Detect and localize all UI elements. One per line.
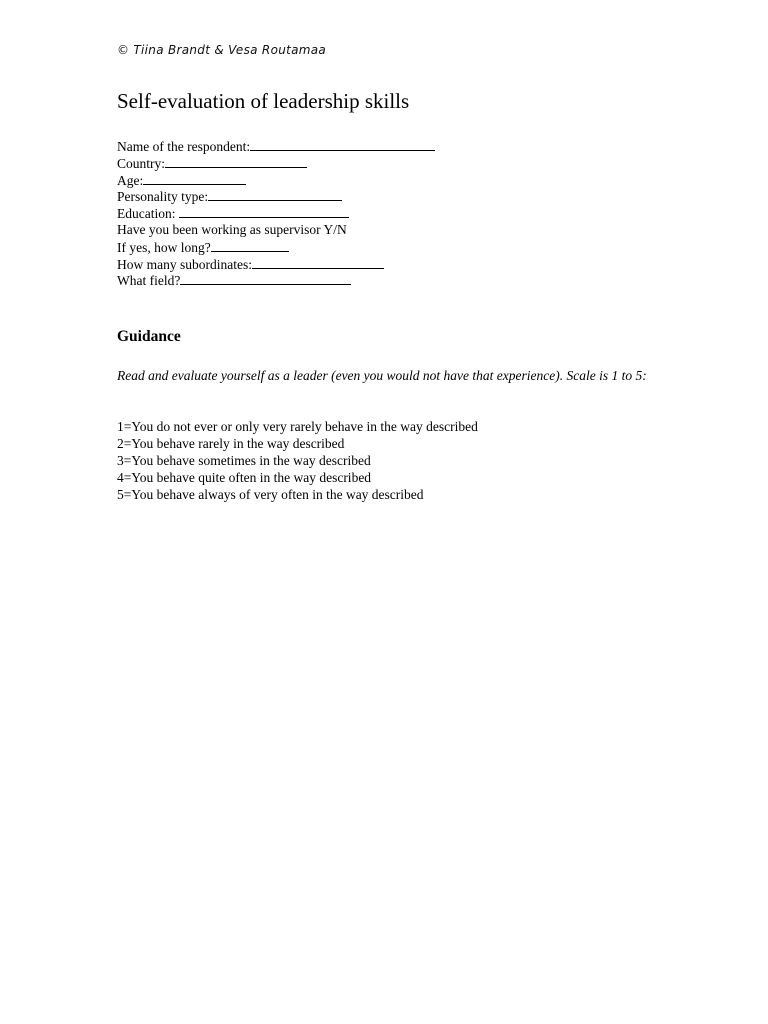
copyright-line: © Tiina Brandt & Vesa Routamaa — [117, 43, 327, 57]
guidance-heading: Guidance — [117, 328, 181, 345]
scale-item: 2=You behave rarely in the way described — [117, 436, 345, 451]
scale-list — [117, 418, 478, 503]
field-label: If yes, how long? — [117, 239, 211, 255]
field-label: Personality type: — [117, 189, 209, 205]
blank-line[interactable] — [180, 272, 351, 285]
blank-line[interactable] — [211, 239, 289, 252]
field-education — [117, 205, 435, 222]
scale-item: 4=You behave quite often in the way described — [117, 470, 372, 485]
scale-item: 1=You do not ever or only very rarely behave in the way described — [117, 419, 478, 434]
page-title: Self-evaluation of leadership skills — [117, 89, 410, 113]
blank-line[interactable] — [143, 172, 246, 185]
field-label: How many subordinates: — [117, 256, 252, 272]
field-supervisor — [117, 222, 435, 239]
field-personality-type — [117, 188, 435, 205]
scale-item: 3=You behave sometimes in the way described — [117, 453, 371, 468]
blank-line[interactable] — [165, 155, 307, 168]
field-subordinates — [117, 256, 435, 273]
field-label: Age: — [117, 172, 144, 188]
field-what-field — [117, 272, 435, 289]
field-name-of-respondent — [117, 138, 435, 155]
scale-item: 5=You behave always of very often in the way described — [117, 487, 424, 502]
field-label: Education: — [117, 206, 179, 222]
blank-line[interactable] — [250, 138, 435, 151]
guidance-text: Read and evaluate yourself as a leader (even you would not have that experience). Scale is 1 to 5: — [117, 368, 647, 383]
field-age — [117, 172, 435, 189]
blank-line[interactable] — [208, 188, 342, 201]
blank-line[interactable] — [179, 205, 349, 218]
field-country — [117, 155, 435, 172]
field-label: What field? — [117, 273, 181, 289]
respondent-fields — [117, 138, 435, 289]
field-label: Country: — [117, 155, 166, 171]
field-how-long — [117, 239, 435, 256]
field-label: Name of the respondent: — [117, 139, 251, 154]
field-label: Have you been working as supervisor Y/N — [117, 221, 347, 237]
blank-line[interactable] — [252, 256, 384, 269]
